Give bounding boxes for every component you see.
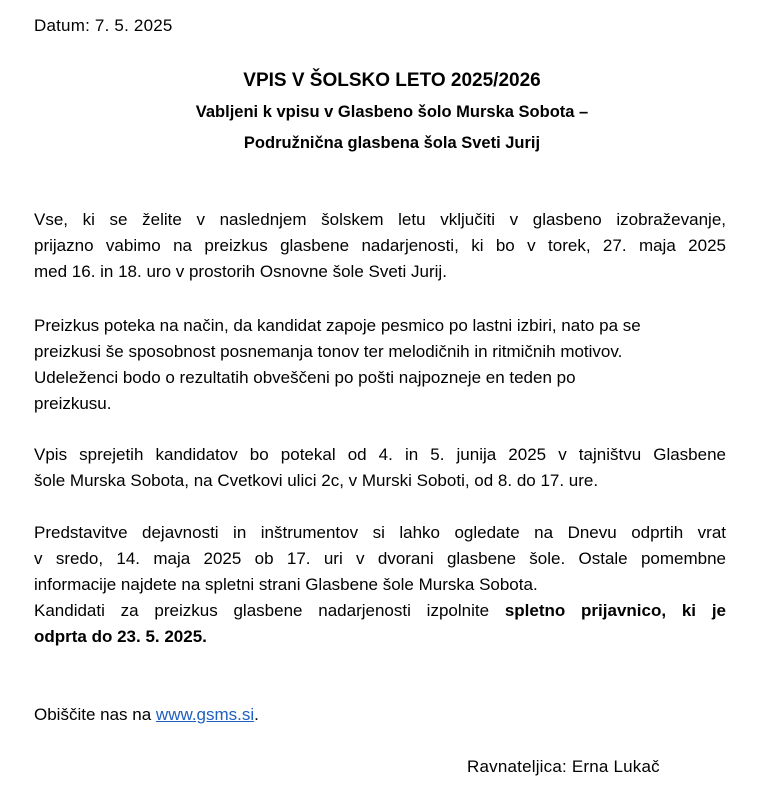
text-line: Udeleženci bodo o rezultatih obveščeni po pošti najpozneje en teden po — [34, 368, 576, 387]
text-line: preizkusi še sposobnost posnemanja tonov ter melodičnih in ritmičnih motivov. — [34, 342, 623, 361]
visit-prefix: Obiščite nas na — [34, 705, 152, 724]
signature: Ravnateljica: Erna Lukač — [467, 757, 660, 776]
paragraph-enrollment — [34, 442, 726, 494]
text-line: v sredo, 14. maja 2025 ob 17. uri v dvorani glasbene šole. Ostale pomembne — [34, 549, 726, 568]
paragraph-audition-invitation — [34, 207, 726, 285]
paragraph-open-day — [34, 520, 726, 650]
text-line: Predstavitve dejavnosti in inštrumentov si lahko ogledate na Dnevu odprtih vrat — [34, 523, 726, 542]
website-link[interactable]: www.gsms.si — [155, 705, 255, 724]
text-line: Vse, ki se želite v naslednjem šolskem letu vključiti v glasbeno izobraževanje, — [34, 210, 726, 229]
text-line — [34, 624, 726, 650]
text-line: šole Murska Sobota, na Cvetkovi ulici 2c, v Murski Soboti, od 8. do 17. ure. — [34, 471, 599, 490]
text-line: Preizkus poteka na način, da kandidat zapoje pesmico po lastni izbiri, nato pa se — [34, 316, 641, 335]
text-line: med 16. in 18. uro v prostorih Osnovne šole Sveti Jurij. — [34, 262, 447, 281]
document-date: Datum: 7. 5. 2025 — [34, 16, 173, 35]
text-line: prijazno vabimo na preizkus glasbene nadarjenosti, ki bo v torek, 27. maja 2025 — [34, 236, 726, 255]
visit-suffix: . — [254, 705, 259, 724]
subtitle-line-2: Podružnična glasbena šola Sveti Jurij — [243, 134, 541, 152]
text-line: Vpis sprejetih kandidatov bo potekal od 4. in 5. junija 2025 v tajništvu Glasbene — [34, 445, 726, 464]
application-deadline-bold: spletno prijavnico, ki je — [504, 601, 726, 620]
document-title: VPIS V ŠOLSKO LETO 2025/2026 — [243, 70, 541, 91]
text-line — [34, 598, 726, 624]
text-line: informacije najdete na spletni strani Glasbene šole Murska Sobota. — [34, 575, 538, 594]
application-deadline-date: odprta do 23. 5. 2025. — [34, 627, 207, 646]
visit-line — [34, 705, 259, 725]
text-line: preizkusu. — [34, 394, 112, 413]
application-text: Kandidati za preizkus glasbene nadarjenosti izpolnite — [34, 601, 490, 620]
paragraph-audition-process — [34, 313, 726, 417]
subtitle-line-1: Vabljeni k vpisu v Glasbeno šolo Murska Sobota – — [195, 103, 589, 121]
